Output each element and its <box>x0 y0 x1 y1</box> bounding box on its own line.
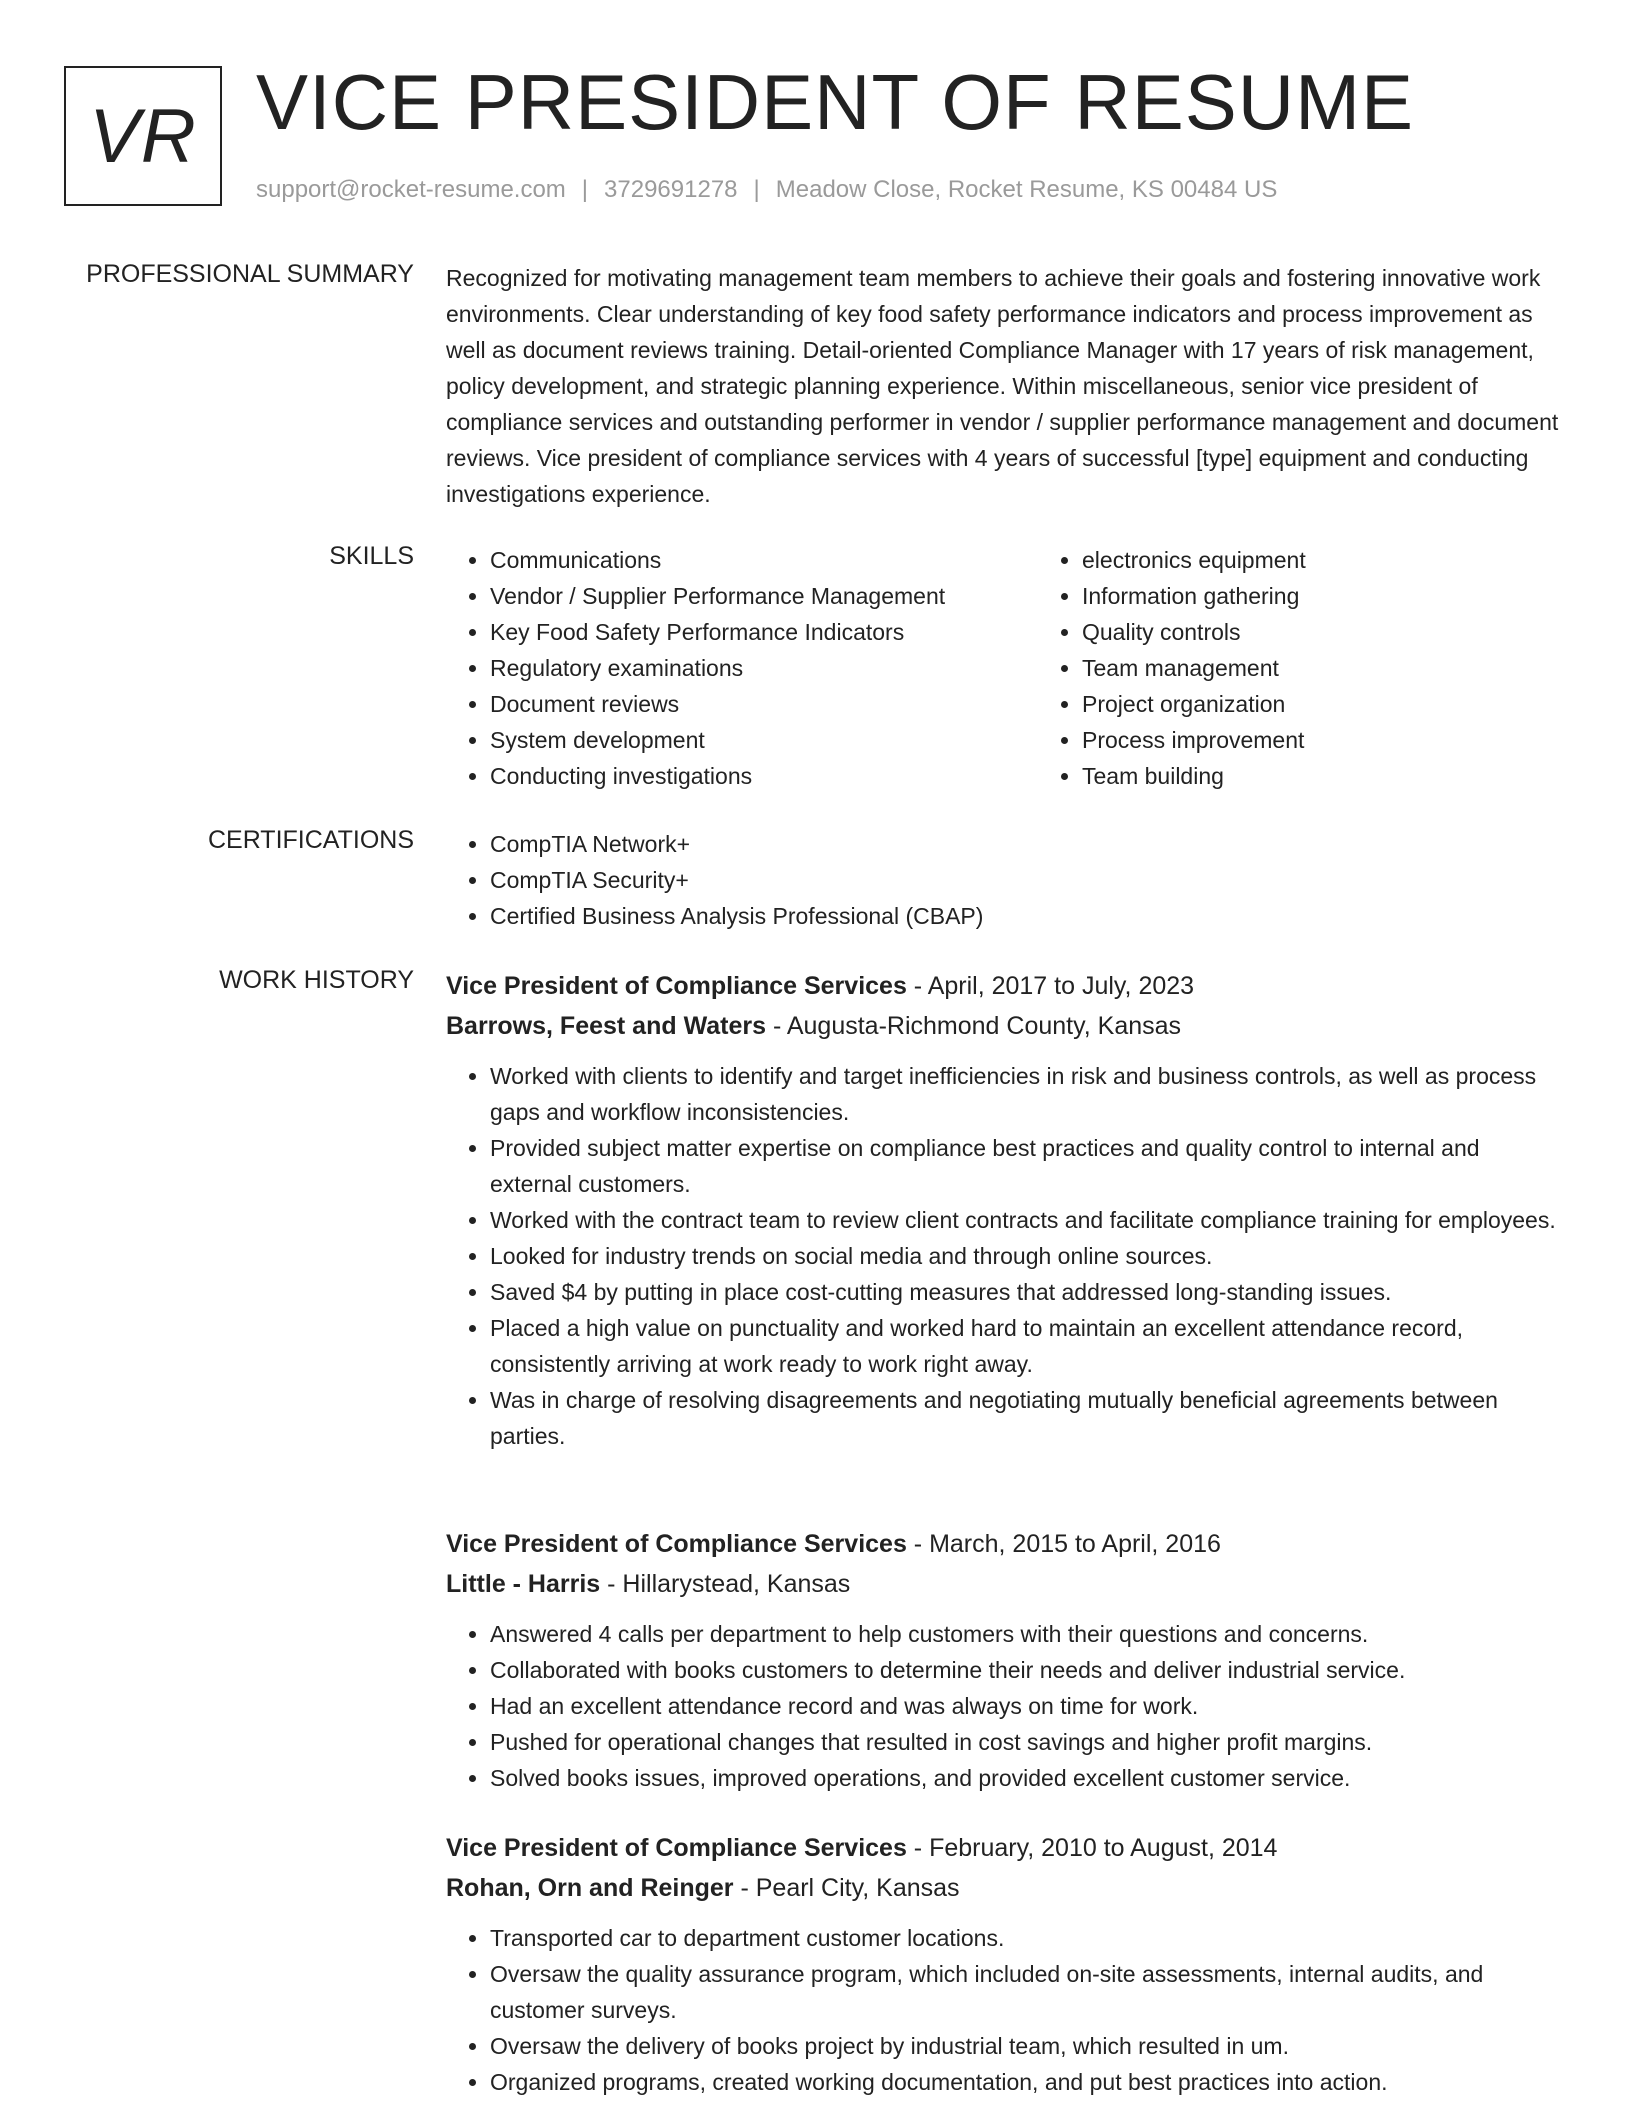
list-item: • Transported car to department customer locations. <box>490 1920 1566 1956</box>
list-item: • Worked with clients to identify and target inefficiencies in risk and business controls, as well as process gaps and workflow inconsistencies. <box>490 1058 1566 1130</box>
job-dates: - February, 2010 to August, 2014 <box>906 1834 1278 1862</box>
section-label-skills: SKILLS <box>329 542 414 570</box>
job-company: Barrows, Feest and Waters <box>446 1012 767 1040</box>
list-item: • Information gathering <box>1082 578 1306 614</box>
skills-column-2 <box>1038 542 1306 794</box>
summary-text: Recognized for motivating management team members to achieve their goals and fostering innovative work environments. Clear understanding of key food safety performance indicators and process improvement as well as document reviews training. Detail-oriented Compliance Manager with 17 years of risk management, policy development, and strategic planning experience. Within miscellaneous, senior vice president of compliance services and outstanding performer in vendor / supplier performance management and document reviews. Vice president of compliance services with 4 years of successful [type] equipment and conducting investigations experience. <box>446 265 1559 507</box>
job-entry <box>446 966 1566 1454</box>
list-item: • System development <box>490 722 1038 758</box>
job-company-line <box>446 1564 1566 1604</box>
list-item: • Oversaw the delivery of books project by industrial team, which resulted in um. <box>490 2028 1566 2064</box>
contact-separator: | <box>581 176 589 203</box>
job-entry <box>446 1828 1566 2100</box>
list-item: • Team building <box>1082 758 1306 794</box>
list-item: • Certified Business Analysis Professional (CBAP) <box>490 898 1566 934</box>
job-bullets <box>446 1616 1566 1796</box>
job-dates: - April, 2017 to July, 2023 <box>906 972 1195 1000</box>
job-title: Vice President of Compliance Services <box>446 972 907 1000</box>
skills-list <box>446 542 1566 794</box>
job-company: Rohan, Orn and Reinger <box>446 1874 734 1902</box>
contact-line <box>256 176 1277 204</box>
list-item: • electronics equipment <box>1082 542 1306 578</box>
list-item: • Project organization <box>1082 686 1306 722</box>
list-item: • Document reviews <box>490 686 1038 722</box>
job-company-line <box>446 1006 1566 1046</box>
list-item: • Solved books issues, improved operations, and provided excellent customer service. <box>490 1760 1566 1796</box>
job-title-line <box>446 1828 1566 1868</box>
job-title: Vice President of Compliance Services <box>446 1530 907 1558</box>
list-item: • Key Food Safety Performance Indicators <box>490 614 1038 650</box>
list-item: • Team management <box>1082 650 1306 686</box>
skills-column-1 <box>446 542 1038 794</box>
certifications-list <box>446 826 1566 934</box>
job-title: Vice President of Compliance Services <box>446 1834 907 1862</box>
job-bullets <box>446 1058 1566 1454</box>
list-item: • Organized programs, created working documentation, and put best practices into action. <box>490 2064 1566 2100</box>
job-title-line <box>446 1524 1566 1564</box>
list-item: • Pushed for operational changes that resulted in cost savings and higher profit margins. <box>490 1724 1566 1760</box>
resume-name: VICE PRESIDENT OF RESUME <box>256 58 1415 146</box>
list-item: • Was in charge of resolving disagreements and negotiating mutually beneficial agreements between parties. <box>490 1382 1566 1454</box>
job-entry <box>446 1524 1566 1796</box>
certifications-items <box>446 826 1566 934</box>
job-location: - Hillarystead, Kansas <box>600 1570 851 1598</box>
section-label-work-history: WORK HISTORY <box>219 966 414 994</box>
job-location: - Pearl City, Kansas <box>733 1874 960 1902</box>
list-item: • Had an excellent attendance record and was always on time for work. <box>490 1688 1566 1724</box>
list-item: • Looked for industry trends on social media and through online sources. <box>490 1238 1566 1274</box>
job-title-line <box>446 966 1566 1006</box>
list-item: • Process improvement <box>1082 722 1306 758</box>
list-item: • Collaborated with books customers to determine their needs and deliver industrial service. <box>490 1652 1566 1688</box>
list-item: • Conducting investigations <box>490 758 1038 794</box>
list-item: • Placed a high value on punctuality and worked hard to maintain an excellent attendance record, consistently arriving at work ready to work right away. <box>490 1310 1566 1382</box>
job-dates: - March, 2015 to April, 2016 <box>906 1530 1221 1558</box>
job-bullets <box>446 1920 1566 2100</box>
contact-email: support@rocket-resume.com <box>256 176 566 203</box>
list-item: • Answered 4 calls per department to help customers with their questions and concerns. <box>490 1616 1566 1652</box>
list-item: • Saved $4 by putting in place cost-cutting measures that addressed long-standing issues. <box>490 1274 1566 1310</box>
list-item: • Communications <box>490 542 1038 578</box>
list-item: • Quality controls <box>1082 614 1306 650</box>
list-item: • CompTIA Network+ <box>490 826 1566 862</box>
section-label-certifications: CERTIFICATIONS <box>207 826 414 854</box>
list-item: • Worked with the contract team to review client contracts and facilitate compliance training for employees. <box>490 1202 1566 1238</box>
job-company: Little - Harris <box>446 1570 601 1598</box>
monogram: VR <box>64 66 222 206</box>
job-location: - Augusta-Richmond County, Kansas <box>766 1012 1182 1040</box>
list-item: • Provided subject matter expertise on compliance best practices and quality control to internal and external customers. <box>490 1130 1566 1202</box>
list-item: • Regulatory examinations <box>490 650 1038 686</box>
list-item: • CompTIA Security+ <box>490 862 1566 898</box>
contact-phone: 3729691278 <box>604 176 738 203</box>
contact-separator: | <box>753 176 760 203</box>
job-company-line <box>446 1868 1566 1908</box>
list-item: • Vendor / Supplier Performance Management <box>490 578 1038 614</box>
list-item: • Oversaw the quality assurance program, which included on-site assessments, internal audits, and customer surveys. <box>490 1956 1566 2028</box>
contact-address: Meadow Close, Rocket Resume, KS 00484 US <box>775 176 1278 203</box>
section-label-summary: PROFESSIONAL SUMMARY <box>86 260 414 288</box>
